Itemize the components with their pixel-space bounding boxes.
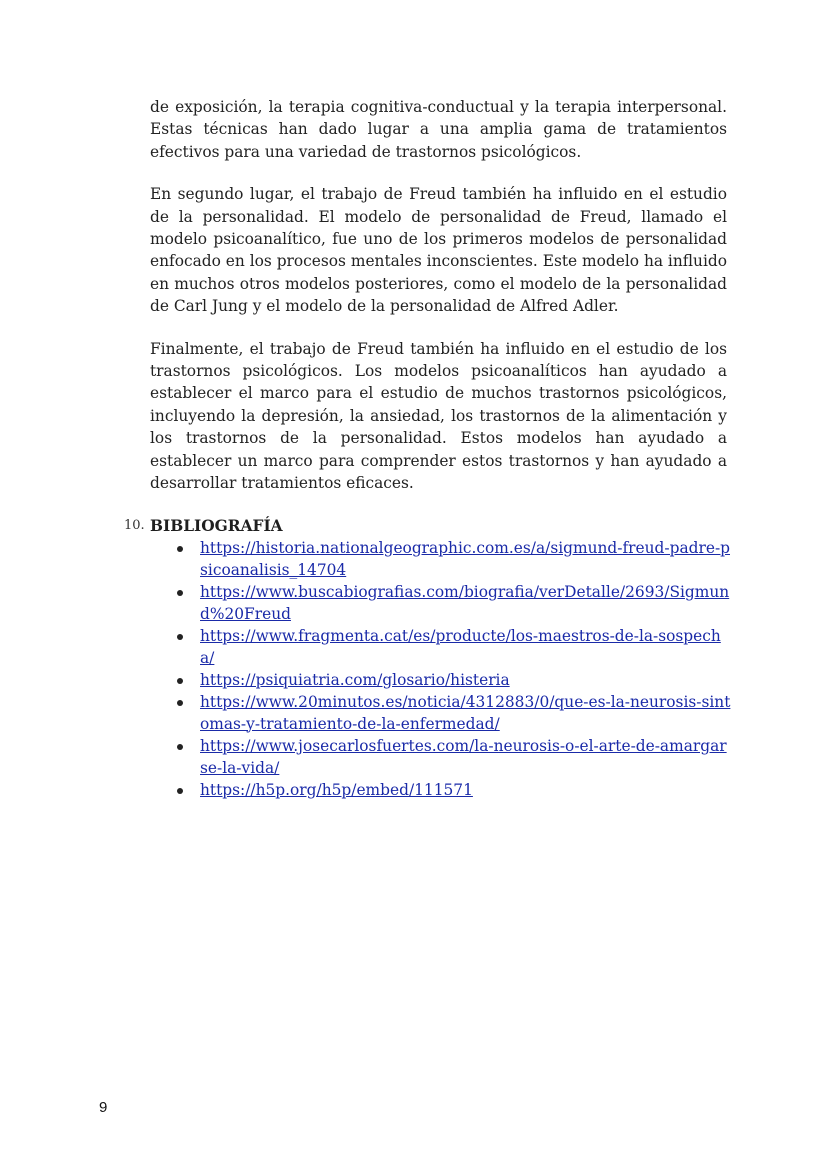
- bullet-icon: [177, 788, 183, 794]
- reference-link[interactable]: https://www.fragmenta.cat/es/producte/los-maestros-de-la-sospecha/: [200, 626, 721, 667]
- bullet-icon: [177, 678, 183, 684]
- paragraph-personality: En segundo lugar, el trabajo de Freud también ha influido en el estudio de la personalidad. El modelo de personalidad de Freud, llamado el modelo psicoanalítico, fue uno de los primeros modelos de personalidad enfocado en los procesos mentales inconscientes. Este modelo ha influido en muchos otros modelos posteriores, como el modelo de la personalidad de Carl Jung y el modelo de la personalidad de Alfred Adler.: [150, 185, 727, 316]
- section-title: BIBLIOGRAFÍA: [150, 516, 283, 535]
- reference-link[interactable]: https://historia.nationalgeographic.com.es/a/sigmund-freud-padre-psicoanalisis_14704: [200, 538, 730, 579]
- reference-link[interactable]: https://www.josecarlosfuertes.com/la-neurosis-o-el-arte-de-amargarse-la-vida/: [200, 736, 727, 777]
- section-number: 10.: [124, 517, 145, 533]
- paragraph-therapy-techniques: de exposición, la terapia cognitiva-conductual y la terapia interpersonal. Estas técnicas han dado lugar a una amplia gama de tratamientos efectivos para una variedad de trastornos psicológicos.: [150, 98, 727, 161]
- list-item: [200, 537, 731, 581]
- bullet-icon: [177, 546, 183, 552]
- bibliography-list: [200, 537, 731, 801]
- bibliography-heading: [124, 515, 727, 537]
- list-item: [200, 735, 731, 779]
- reference-link[interactable]: https://h5p.org/h5p/embed/111571: [200, 780, 473, 799]
- paragraph-disorders: Finalmente, el trabajo de Freud también ha influido en el estudio de los trastornos psicológicos. Los modelos psicoanalíticos han ayudado a establecer el marco para el estudio de muchos trastornos psicológicos, incluyendo la depresión, la ansiedad, los trastornos de la alimentación y los trastornos de la personalidad. Estos modelos han ayudado a establecer un marco para comprender estos trastornos y han ayudado a desarrollar tratamientos eficaces.: [150, 339, 727, 493]
- reference-link[interactable]: https://psiquiatria.com/glosario/histeria: [200, 670, 510, 689]
- list-item: [200, 669, 731, 691]
- list-item: [200, 625, 731, 669]
- list-item: [200, 691, 731, 735]
- bullet-icon: [177, 744, 183, 750]
- bullet-icon: [177, 634, 183, 640]
- list-item: [200, 581, 731, 625]
- page-content: [124, 96, 731, 801]
- reference-link[interactable]: https://www.20minutos.es/noticia/4312883/0/que-es-la-neurosis-sintomas-y-tratamiento-de-la-enfermedad/: [200, 692, 731, 733]
- bullet-icon: [177, 700, 183, 706]
- reference-link[interactable]: https://www.buscabiografias.com/biografia/verDetalle/2693/Sigmund%20Freud: [200, 582, 730, 623]
- list-item: [200, 779, 731, 801]
- bullet-icon: [177, 590, 183, 596]
- page-number: 9: [99, 1099, 108, 1116]
